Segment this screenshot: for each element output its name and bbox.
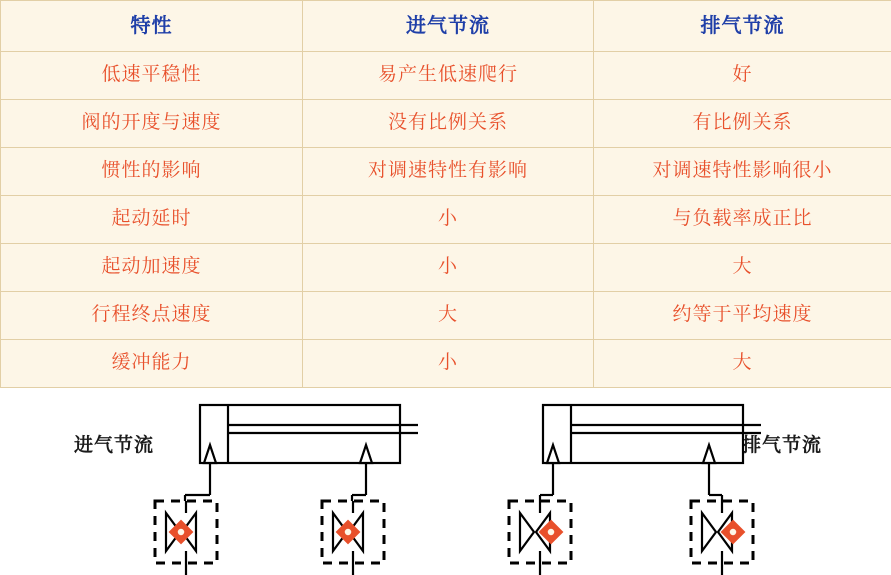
cell-outlet: 大	[594, 340, 891, 388]
table-header-row	[1, 1, 891, 52]
column-header-inlet-throttle: 进气节流	[303, 1, 594, 52]
table-row	[1, 196, 891, 244]
table-row	[1, 100, 891, 148]
column-header-outlet-throttle: 排气节流	[594, 1, 891, 52]
table-row	[1, 292, 891, 340]
cylinder-right	[543, 405, 761, 463]
speed-control-valve-left-1	[155, 501, 217, 575]
column-header-feature: 特性	[1, 1, 303, 52]
cell-outlet: 好	[594, 52, 891, 100]
speed-control-valve-right-1	[509, 501, 571, 575]
ports-left	[185, 445, 372, 501]
cell-outlet: 有比例关系	[594, 100, 891, 148]
cell-outlet: 约等于平均速度	[594, 292, 891, 340]
cell-feature: 起动延时	[1, 196, 303, 244]
cell-feature: 缓冲能力	[1, 340, 303, 388]
cell-feature: 阀的开度与速度	[1, 100, 303, 148]
cell-outlet: 对调速特性影响很小	[594, 148, 891, 196]
speed-control-valve-left-2	[322, 501, 384, 575]
schematic-svg	[0, 383, 891, 575]
table-row	[1, 244, 891, 292]
cell-inlet: 小	[303, 340, 594, 388]
table-row	[1, 52, 891, 100]
cell-feature: 低速平稳性	[1, 52, 303, 100]
diagram-label-outlet-throttle: 排气节流	[742, 435, 823, 456]
table-row	[1, 340, 891, 388]
table-head	[1, 1, 891, 52]
cell-inlet: 易产生低速爬行	[303, 52, 594, 100]
cell-feature: 起动加速度	[1, 244, 303, 292]
cylinder-left	[200, 405, 418, 463]
speed-control-valve-right-2	[691, 501, 753, 575]
cell-inlet: 大	[303, 292, 594, 340]
cell-feature: 惯性的影响	[1, 148, 303, 196]
cell-outlet: 与负载率成正比	[594, 196, 891, 244]
cell-inlet: 没有比例关系	[303, 100, 594, 148]
table-body	[1, 52, 891, 388]
ports-right	[540, 445, 722, 501]
cell-feature: 行程终点速度	[1, 292, 303, 340]
cell-outlet: 大	[594, 244, 891, 292]
cell-inlet: 小	[303, 196, 594, 244]
pneumatic-schematic	[0, 383, 891, 575]
cell-inlet: 小	[303, 244, 594, 292]
diagram-label-inlet-throttle: 进气节流	[74, 435, 155, 456]
cell-inlet: 对调速特性有影响	[303, 148, 594, 196]
table-row	[1, 148, 891, 196]
